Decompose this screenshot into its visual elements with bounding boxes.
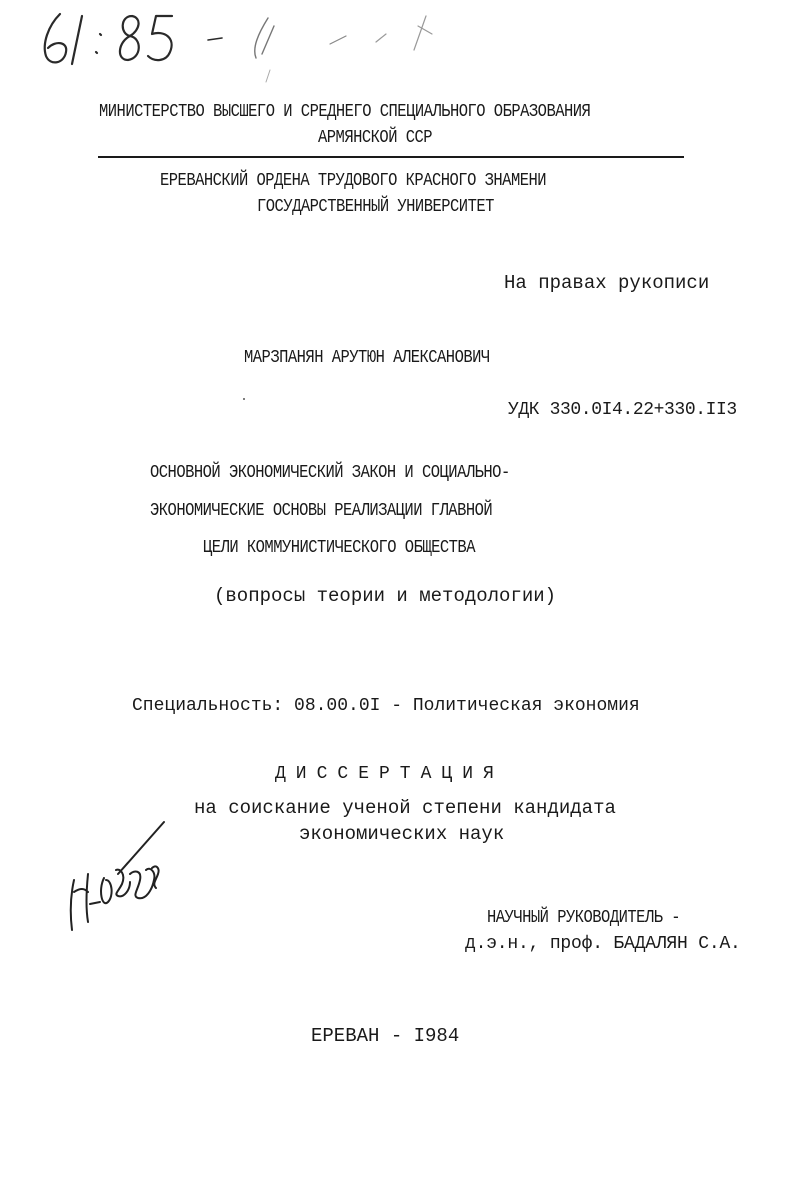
supervisor-title: НАУЧНЫЙ РУКОВОДИТЕЛЬ - [487, 908, 681, 928]
author-name: МАРЗПАНЯН АРУТЮН АЛЕКСАНОВИЧ [244, 348, 490, 368]
dissertation-purpose-line-1: на соискание ученой степени кандидата [194, 797, 616, 819]
title-line-3: ЦЕЛИ КОММУНИСТИЧЕСКОГО ОБЩЕСТВА [203, 538, 475, 558]
handwritten-catalog-number [30, 4, 450, 84]
speck [243, 398, 245, 400]
udc-code: УДК 330.0I4.22+330.II3 [508, 400, 737, 420]
supervisor-name: д.э.н., проф. БАДАЛЯН С.А. [465, 934, 741, 954]
title-line-2: ЭКОНОМИЧЕСКИЕ ОСНОВЫ РЕАЛИЗАЦИИ ГЛАВНОЙ [150, 501, 493, 521]
place-and-year: ЕРЕВАН - I984 [311, 1025, 460, 1047]
title-subtitle: (вопросы теории и методологии) [214, 585, 557, 607]
university-line-2: ГОСУДАРСТВЕННЫЙ УНИВЕРСИТЕТ [257, 197, 494, 217]
header-divider [98, 156, 684, 158]
title-line-1: ОСНОВНОЙ ЭКОНОМИЧЕСКИЙ ЗАКОН И СОЦИАЛЬНО- [150, 463, 510, 483]
manuscript-note: На правах рукописи [504, 272, 710, 294]
ministry-line-2: АРМЯНСКОЙ ССР [318, 128, 433, 148]
handwritten-signature [60, 818, 180, 938]
ministry-line-1: МИНИСТЕРСТВО ВЫСШЕГО И СРЕДНЕГО СПЕЦИАЛЬНОГО ОБРАЗОВАНИЯ [99, 102, 591, 122]
dissertation-label: ДИССЕРТАЦИЯ [275, 764, 504, 784]
dissertation-purpose-line-2: экономических наук [299, 823, 505, 845]
specialty: Специальность: 08.00.0I - Политическая экономия [132, 696, 640, 716]
university-line-1: ЕРЕВАНСКИЙ ОРДЕНА ТРУДОВОГО КРАСНОГО ЗНАМЕНИ [160, 171, 547, 191]
